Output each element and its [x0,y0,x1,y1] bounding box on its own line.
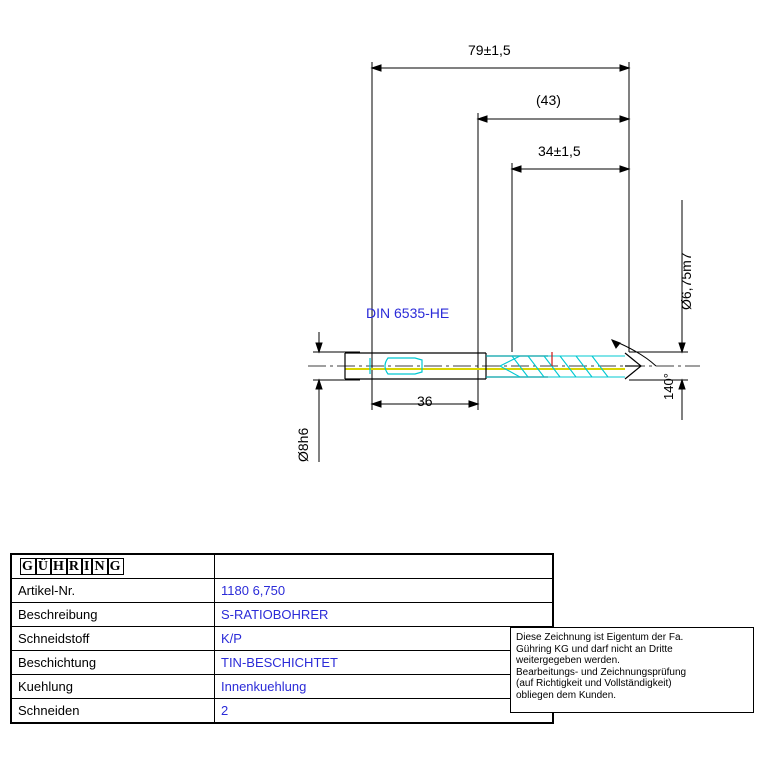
row-value-schneiden: 2 [215,699,553,723]
table-row [12,627,553,651]
table-row [12,603,553,627]
note-line: obliegen dem Kunden. [516,689,617,701]
dim-text-shank-diameter: Ø8h6 [295,427,311,462]
dim-flute-length [512,163,629,352]
note-line: (auf Richtigkeit und Vollständigkeit) [516,678,672,689]
row-key-schneiden: Schneiden [12,699,215,723]
row-value-kuehlung: Innenkuehlung [215,675,553,699]
logo-row-value [215,555,553,579]
table-row [12,675,553,699]
dim-text-cutting-diameter: Ø6,75m7 [678,252,694,310]
tool-flutes [486,356,625,377]
point-angle-arc [612,340,656,366]
drill-point [625,353,641,379]
table-row [12,699,553,723]
row-value-schneidstoff: K/P [215,627,553,651]
legal-note [510,627,754,713]
dim-text-reference-length: (43) [536,92,561,108]
logo-cell [12,555,215,579]
row-key-kuehlung: Kuehlung [12,675,215,699]
table-row-logo [12,555,553,579]
dim-text-shank-length: 36 [417,393,433,409]
table-row [12,651,553,675]
dim-shank-diameter [313,332,360,462]
row-value-beschichtung: TIN-BESCHICHTET [215,651,553,675]
table-row [12,579,553,603]
dim-text-point-angle: 140° [661,373,676,400]
shank-standard-label: DIN 6535-HE [366,305,450,321]
row-key-artikel-nr: Artikel-Nr. [12,579,215,603]
dim-cutting-diameter [629,200,688,420]
note-line: Bearbeitungs- und Zeichnungsprüfung [516,666,687,678]
row-value-artikel-nr: 1180 6,750 [215,579,553,603]
title-block [10,553,554,724]
row-key-beschichtung: Beschichtung [12,651,215,675]
dim-text-overall-length: 79±1,5 [468,42,511,58]
row-value-beschreibung: S-RATIOBOHRER [215,603,553,627]
note-line: Gühring KG und darf nicht an Dritte [516,643,673,655]
note-line: Diese Zeichnung ist Eigentum der Fa. [516,632,684,643]
note-line: weitergegeben werden. [516,655,620,666]
guehring-logo: G Ü H R I N G [22,559,122,574]
row-key-schneidstoff: Schneidstoff [12,627,215,651]
dim-text-flute-length: 34±1,5 [538,143,581,159]
row-key-beschreibung: Beschreibung [12,603,215,627]
